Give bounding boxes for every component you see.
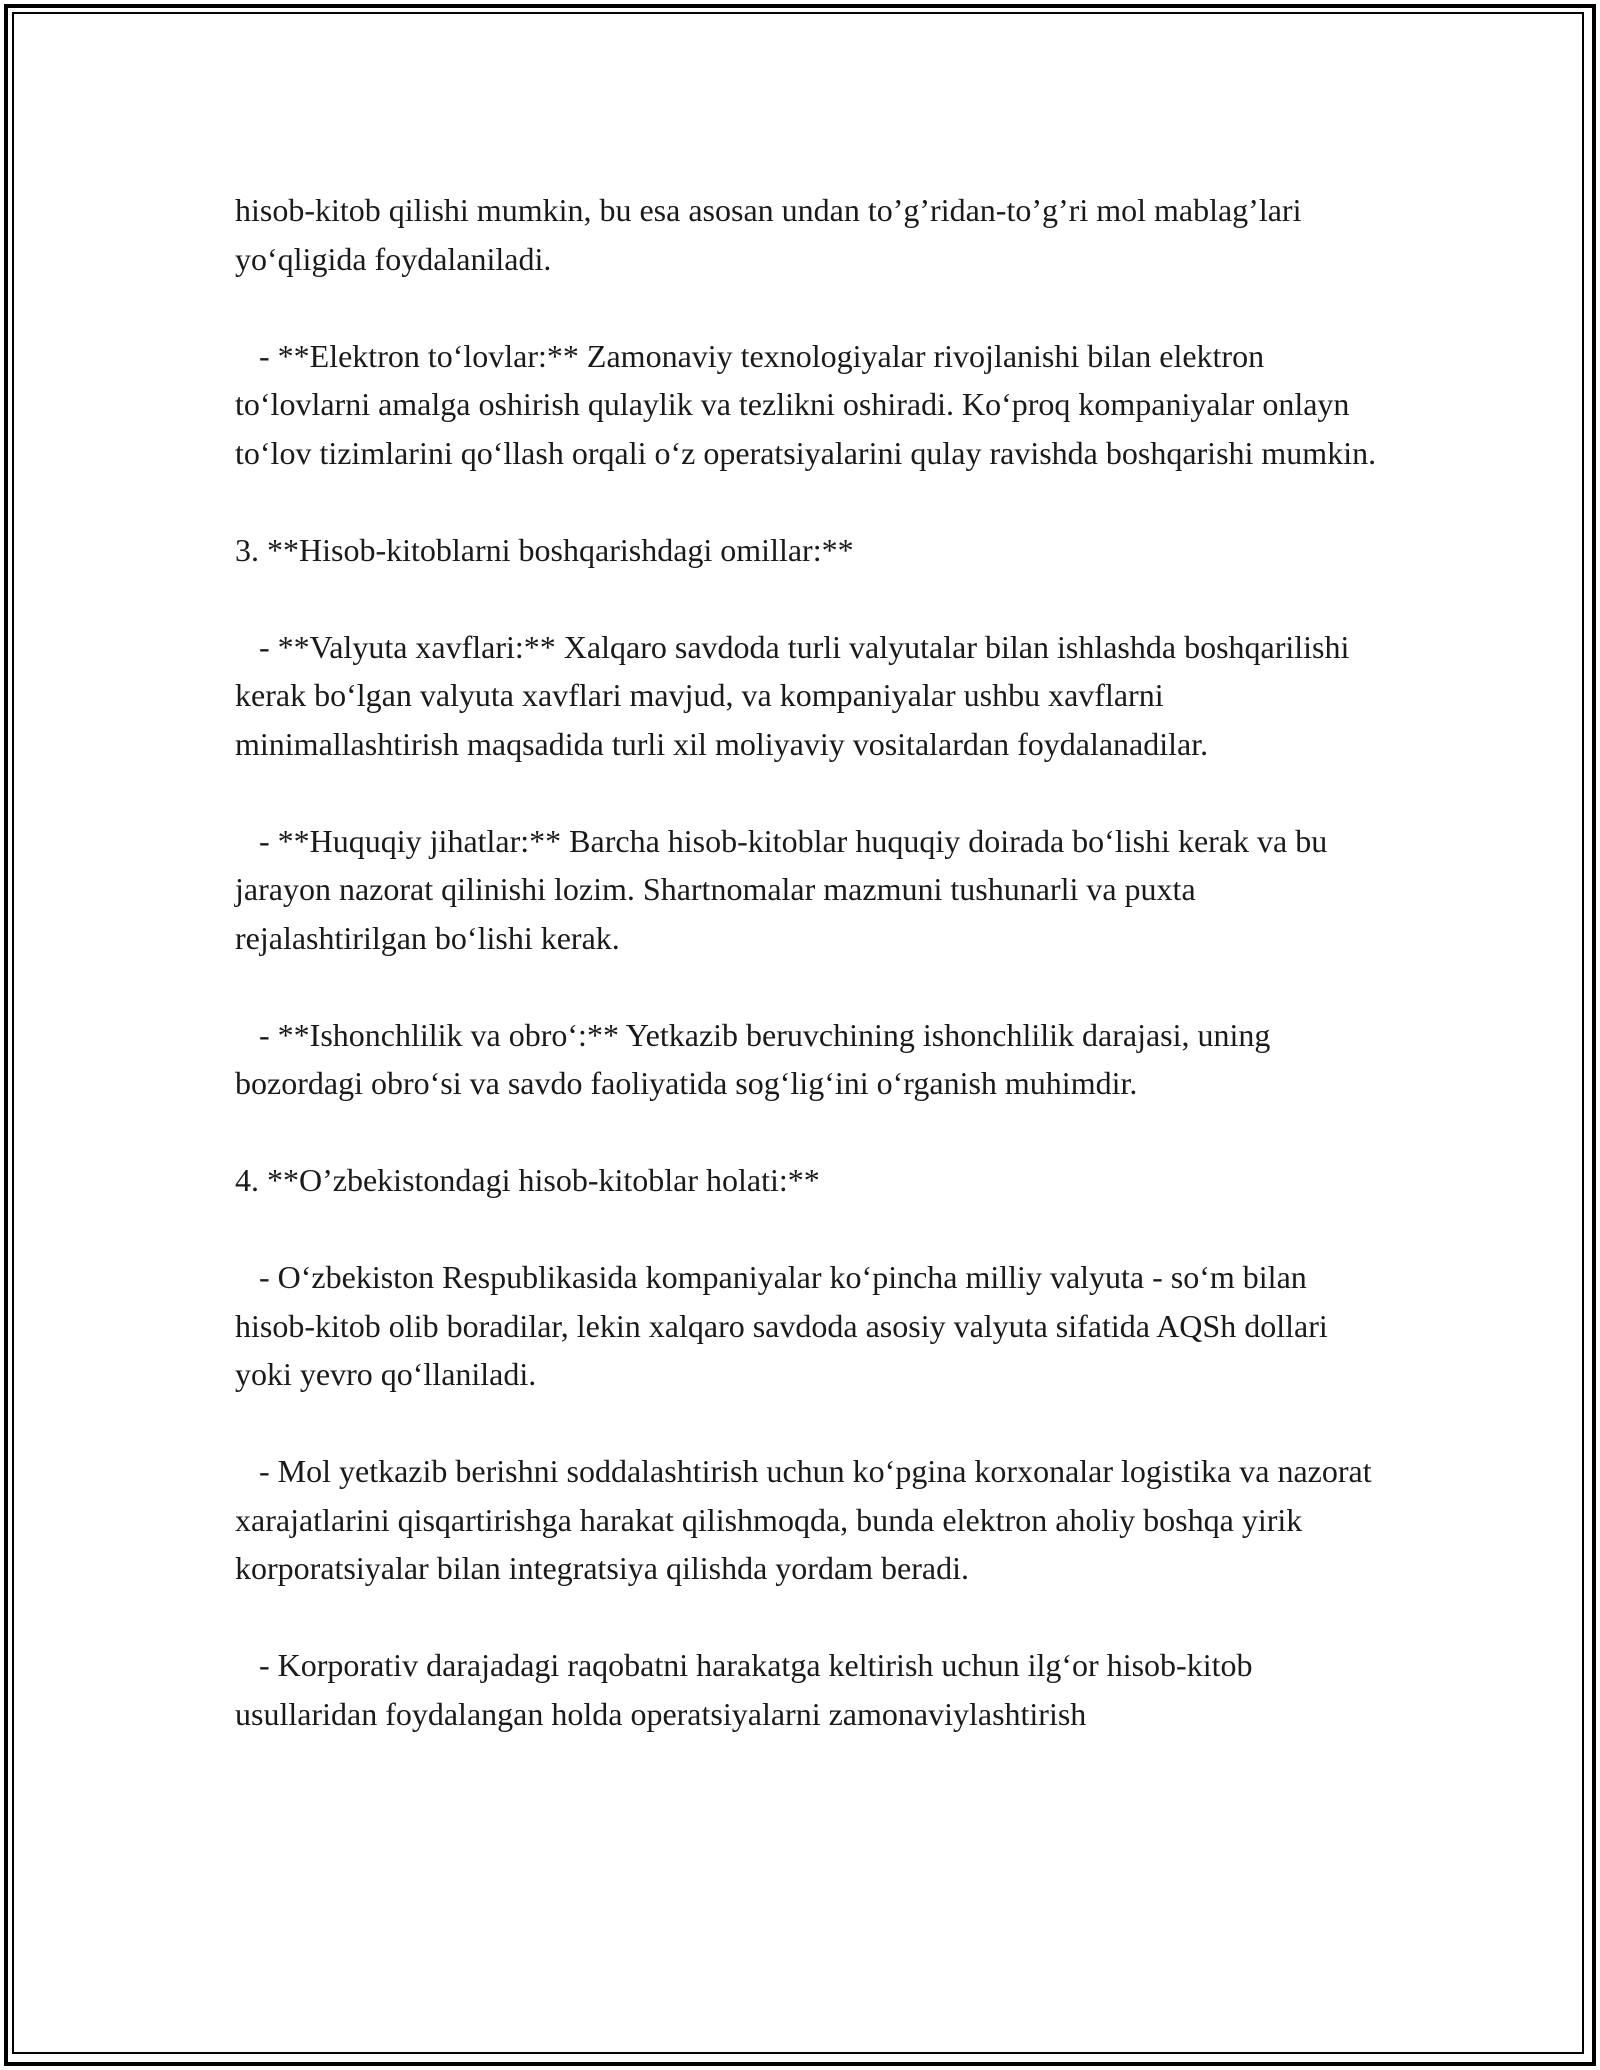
paragraph-currency-risks: - **Valyuta xavflari:** Xalqaro savdoda turli valyutalar bilan ishlashda boshqarilishi kerak bo‘lgan valyuta xavflari mavjud, va kompaniyalar ushbu xavflarni minimallashtirish maqsadida turli xil moliyaviy vositalardan foydalanadilar. — [235, 628, 1358, 762]
paragraph-national-currency: - O‘zbekiston Respublikasida kompaniyalar ko‘pincha milliy valyuta - so‘m bilan hisob-kitob olib boradilar, lekin xalqaro savdoda asosiy valyuta sifatida AQSh dollari yoki yevro qo‘llaniladi. — [235, 1259, 1336, 1392]
heading-uzbekistan-settlements: 4. **O’zbekistondagi hisob-kitoblar holati:** — [235, 1162, 820, 1198]
paragraph-logistics-costs: - Mol yetkazib berishni soddalashtirish uchun ko‘pgina korxonalar logistika va nazorat xarajatlarini qisqartirishga harakat qilishmoqda, bunda elektron aholiy boshqa yirik korporatsiyalar bilan integratsiya qilishda yordam beradi. — [235, 1453, 1380, 1586]
paragraph-corporate-competition: - Korporativ darajadagi raqobatni harakatga keltirish uchun ilg‘or hisob-kitob usullaridan foydalangan holda operatsiyalarni zamonaviylashtirish — [235, 1647, 1261, 1732]
heading-settlement-management-factors: 3. **Hisob-kitoblarni boshqarishdagi omillar:** — [235, 531, 854, 568]
paragraph-reliability-reputation: - **Ishonchlilik va obro‘:** Yetkazib beruvchining ishonchlilik darajasi, uning bozordagi obro‘si va savdo faoliyatida sog‘lig‘ini o‘rganish muhimdir. — [235, 1016, 1279, 1101]
paragraph-electronic-payments: - **Elektron to‘lovlar:** Zamonaviy texnologiyalar rivojlanishi bilan elektron to‘lovlarni amalga oshirish qulaylik va tezlikni oshiradi. Ko‘proq kompaniyalar onlayn to‘lov tizimlarini qo‘llash orqali o‘z operatsiyalarini qulay ravishda boshqarishi mumkin. — [235, 337, 1377, 471]
paragraph-legal-aspects: - **Huquqiy jihatlar:** Barcha hisob-kitoblar huquqiy doirada bo‘lishi kerak va bu jarayon nazorat qilinishi lozim. Shartnomalar mazmuni tushunarli va puxta rejalashtirilgan bo‘lishi kerak. — [235, 822, 1336, 956]
paragraph-cash-settlement: hisob-kitob qilishi mumkin, bu esa asosan undan to’g’ridan-to’g’ri mol mablag’lari yo‘qligida foydalaniladi. — [235, 192, 1310, 277]
document-body — [235, 186, 1385, 1738]
